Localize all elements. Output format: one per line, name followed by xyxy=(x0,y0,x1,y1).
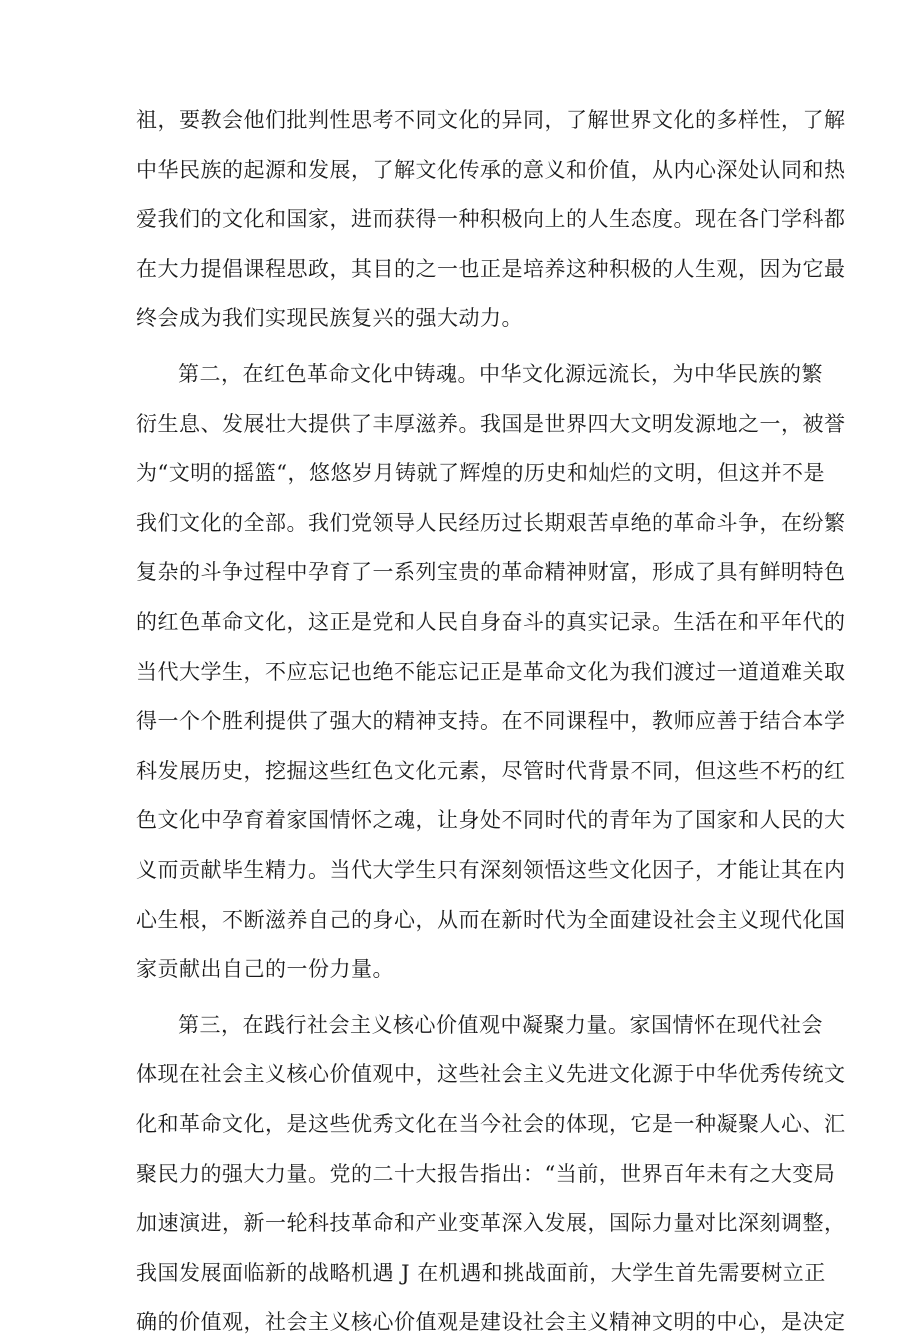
text-line: 义而贡献毕生精力。当代大学生只有深刻领悟这些文化因子，才能让其在内 xyxy=(136,858,846,882)
text-line: 我们文化的全部。我们党领导人民经历过长期艰苦卓绝的革命斗争，在纷繁 xyxy=(136,511,846,535)
text-line: 第三，在践行社会主义核心价值观中凝聚力量。家国情怀在现代社会 xyxy=(178,1013,823,1037)
text-line: 色文化中孕育着家国情怀之魂，让身处不同时代的青年为了国家和人民的大 xyxy=(136,808,846,832)
text-line: 体现在社会主义核心价值观中，这些社会主义先进文化源于中华优秀传统文 xyxy=(136,1062,846,1086)
text-line: 加速演进，新一轮科技革命和产业变革深入发展，国际力量对比深刻调整， xyxy=(136,1211,846,1235)
text-line: 的红色革命文化，这正是党和人民自身奋斗的真实记录。生活在和平年代的 xyxy=(136,610,846,634)
text-line: 确的价值观，社会主义核心价值观是建设社会主义精神文明的中心，是决定 xyxy=(136,1310,846,1334)
text-line: 得一个个胜利提供了强大的精神支持。在不同课程中，教师应善于结合本学 xyxy=(136,709,846,733)
text-line: 家贡献出自己的一份力量。 xyxy=(136,957,394,981)
text-line: 我国发展面临新的战略机遇 J 在机遇和挑战面前，大学生首先需要树立正 xyxy=(136,1261,826,1285)
text-line: 祖，要教会他们批判性思考不同文化的异同，了解世界文化的多样性，了解 xyxy=(136,108,846,132)
text-line: 为“文明的摇篮“，悠悠岁月铸就了辉煌的历史和灿烂的文明，但这并不是 xyxy=(136,461,825,485)
text-line: 科发展历史，挖掘这些红色文化元素，尽管时代背景不同，但这些不朽的红 xyxy=(136,759,846,783)
text-line: 在大力提倡课程思政，其目的之一也正是培养这种积极的人生观，因为它最 xyxy=(136,257,846,281)
text-line: 爱我们的文化和国家，进而获得一种积极向上的人生态度。现在各门学科都 xyxy=(136,207,846,231)
text-line: 当代大学生，不应忘记也绝不能忘记正是革命文化为我们渡过一道道难关取 xyxy=(136,660,846,684)
text-line: 复杂的斗争过程中孕育了一系列宝贵的革命精神财富，形成了具有鲜明特色 xyxy=(136,560,846,584)
text-line: 心生根，不断滋养自己的身心，从而在新时代为全面建设社会主义现代化国 xyxy=(136,908,846,932)
text-line: 衍生息、发展壮大提供了丰厚滋养。我国是世界四大文明发源地之一，被誉 xyxy=(136,412,846,436)
text-line: 中华民族的起源和发展，了解文化传承的意义和价值，从内心深处认同和热 xyxy=(136,158,846,182)
text-line: 化和革命文化，是这些优秀文化在当今社会的体现，它是一种凝聚人心、汇 xyxy=(136,1112,846,1136)
text-line: 终会成为我们实现民族复兴的强大动力。 xyxy=(136,306,523,330)
text-line: 第二，在红色革命文化中铸魂。中华文化源远流长，为中华民族的繁 xyxy=(178,362,823,386)
text-line: 聚民力的强大力量。党的二十大报告指出：“当前，世界百年未有之大变局 xyxy=(136,1162,836,1186)
